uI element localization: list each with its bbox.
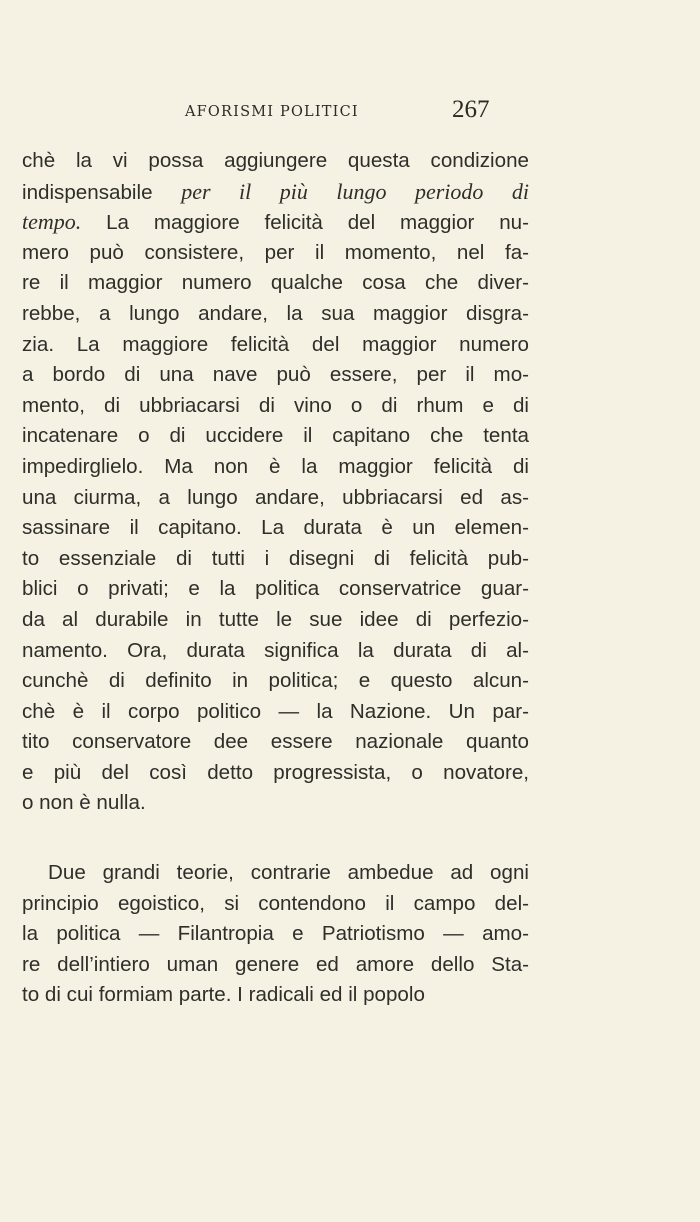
text-segment: chè è il corpo politico — la Nazione. Un par- (22, 699, 529, 723)
text-segment: da al durabile in tutte le sue idee di perfezio- (22, 607, 529, 631)
text-segment: mero può consistere, per il momento, nel fa- (22, 240, 529, 264)
text-line (22, 238, 529, 269)
text-segment: incatenare o di uccidere il capitano che tenta (22, 424, 529, 448)
text-segment: rebbe, a lungo andare, la sua maggior disgra- (22, 301, 529, 325)
text-line (22, 207, 529, 238)
text-segment: chè la vi possa aggiungere questa condizione (22, 149, 529, 172)
text-line (22, 980, 529, 1011)
text-segment: namento. Ora, durata significa la durata di al- (22, 638, 529, 662)
text-segment: principio egoistico, si contendono il campo del- (22, 891, 529, 915)
text-segment: to essenziale di tutti i disegni di felicità pub- (22, 546, 529, 570)
running-title: AFORISMI POLITICI (185, 104, 359, 120)
page-header (0, 96, 700, 132)
text-line (22, 605, 529, 636)
italic-text: per il più lungo periodo di (181, 178, 529, 204)
page-number: 267 (452, 96, 490, 123)
text-line (22, 268, 529, 299)
text-segment: blici o privati; e la politica conservatrice guar- (22, 577, 529, 601)
text-segment: tito conservatore dee essere nazionale quanto (22, 730, 529, 754)
text-line (22, 513, 529, 544)
text-segment: impedirglielo. Ma non è la maggior felicità di (22, 454, 529, 478)
text-segment: cunchè di definito in politica; e questo alcun- (22, 669, 529, 693)
text-line (22, 391, 529, 422)
text-segment: re dell’intiero uman genere ed amore dello Sta- (22, 952, 529, 976)
text-segment: La maggiore felicità del maggior nu- (81, 211, 529, 235)
text-segment: a bordo di una nave può essere, per il mo- (22, 363, 529, 387)
text-segment: mento, di ubbriacarsi di vino o di rhum e di (22, 393, 529, 417)
text-segment: o non è nulla. (22, 791, 146, 815)
text-segment: Due grandi teorie, contrarie ambedue ad ogni (48, 861, 529, 884)
text-line (22, 788, 529, 819)
text-segment: indispensabile (22, 180, 182, 204)
text-line (22, 421, 529, 452)
text-line (22, 950, 529, 981)
text-segment: sassinare il capitano. La durata è un elemen- (22, 516, 529, 540)
text-line (22, 758, 529, 789)
text-line (22, 697, 529, 728)
text-line (22, 360, 529, 391)
text-segment: zia. La maggiore felicità del maggior numero (22, 332, 529, 356)
text-line (22, 452, 529, 483)
text-segment: re il maggior numero qualche cosa che diver- (22, 271, 529, 295)
text-line (22, 330, 529, 361)
text-line (22, 574, 529, 605)
text-line (22, 299, 529, 330)
text-line (22, 727, 529, 758)
paragraph-2 (22, 858, 529, 1011)
italic-text: tempo. (22, 209, 82, 235)
text-segment: una ciurma, a lungo andare, ubbriacarsi ed as- (22, 485, 529, 509)
text-segment: e più del così detto progressista, o novatore, (22, 760, 529, 784)
text-line (22, 889, 529, 920)
paragraph-1 (22, 146, 529, 819)
text-segment: la politica — Filantropia e Patriotismo — amo- (22, 922, 529, 946)
text-line (22, 146, 529, 177)
text-line (22, 177, 529, 208)
text-segment: to di cui formiam parte. I radicali ed il popolo (22, 983, 425, 1007)
text-line (22, 636, 529, 667)
text-line (22, 544, 529, 575)
text-line (22, 666, 529, 697)
text-line (22, 919, 529, 950)
text-line (22, 858, 529, 889)
text-line (22, 483, 529, 514)
